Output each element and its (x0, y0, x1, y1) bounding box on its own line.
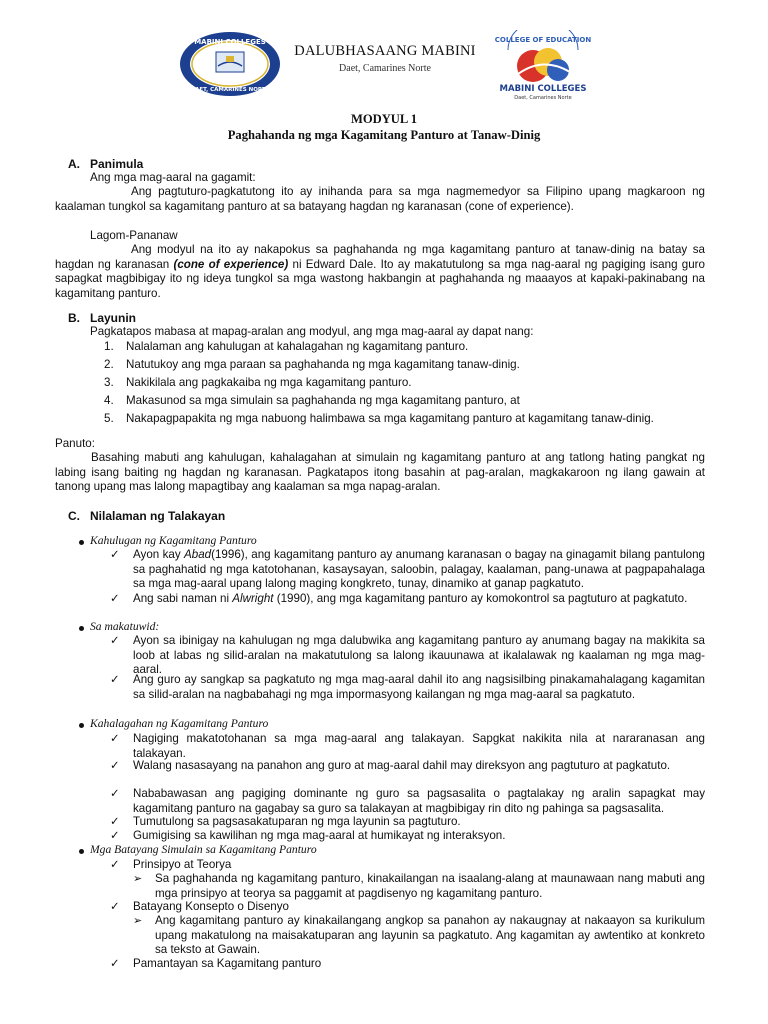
definition-abad: Ayon kay Abad(1996), ang kagamitang panturo ay anumang karanasan o bagay na ginagamit bilang pantulong sa paghahatid ng mga katotohanan, kasaysayan, saloobin, palagay, kaalaman, pang-unawa at pagpapahalaga sa mga mag-aaral upang lalong maging kongkreto, tunay, dinamiko at ganap pagkatuto. (133, 548, 705, 591)
check-icon: ✓ (110, 635, 120, 647)
list-item: Nagiging makatotohanan sa mga mag-aaral ang talakayan. Sapgkat nakikita nila at nararanasan ang talakayan. (133, 732, 705, 760)
bullet-dot (79, 723, 84, 728)
principle-heading: Pamantayan sa Kagamitang panturo (133, 957, 322, 970)
objective-text: Makasunod sa mga simulain sa paghahanda ng mga kagamitang panturo, at (126, 394, 520, 407)
bullet-dot (79, 849, 84, 854)
definition-alwright: Ang sabi naman ni Alwright (1990), ang mga kagamitang panturo ay komokontrol sa pagtuturo at pagkatuto. (133, 592, 688, 605)
objective-number: 1. (104, 340, 114, 353)
overview-label: Lagom-Pananaw (90, 229, 178, 242)
principle-heading: Prinsipyo at Teorya (133, 858, 232, 871)
principle-detail: Sa paghahanda ng kagamitang panturo, kinakailangan na isaalang-alang at maunawaan nang mabuti ang mga prinsipyo at teorya sa paggamit at pagdisenyo ng kagamitang panturo. (155, 872, 705, 900)
objective-number: 5. (104, 412, 114, 425)
mabini-colleges-seal-logo (178, 30, 282, 98)
overview-paragraph: Ang modyul na ito ay nakapokus sa paghahanda ng mga kagamitang panturo at tanaw-dinig na batay sa hagdan ng karanasan (cone of experience) ni Edward Dale. Ito ay makatutulong sa mga nag-aaral ng pagiging isang guro sapagkat magbibigay ito ng ideya tungkol sa mga wastong hakbangin at paghahanda ng maaayos at kapaki-pakinabang na kagamitang panturo. (55, 243, 705, 300)
arrow-bullet-icon: ➢ (133, 873, 143, 885)
check-icon: ✓ (110, 901, 120, 913)
objective-number: 4. (104, 394, 114, 407)
check-icon: ✓ (110, 760, 120, 772)
list-item: Gumigising sa kawilihan ng mga mag-aaral at humikayat ng interaksyon. (133, 829, 506, 842)
svg-text:COLLEGE OF EDUCATION: COLLEGE OF EDUCATION (494, 36, 592, 44)
list-item: Walang nasasayang na panahon ang guro at mag-aaral dahil may direksyon ang pagtuturo at pagkatuto. (133, 759, 671, 772)
section-a-heading: Panimula (90, 157, 144, 171)
check-icon: ✓ (110, 788, 120, 800)
principle-detail: Ang kagamitang panturo ay kinakailangang angkop sa panahon ay nakaugnay at nakaayon sa kurikulum upang makatulong na maisakatuparan ang layunin sa pagkatuto. Ang kagamitan ay awtentiko at konkreto sa teksto at Gawain. (155, 914, 705, 957)
bullet-title: Kahulugan ng Kagamitang Panturo (90, 534, 257, 547)
check-icon: ✓ (110, 859, 120, 871)
principle-heading: Batayang Konsepto o Disenyo (133, 900, 289, 913)
check-icon: ✓ (110, 830, 120, 842)
college-of-education-logo (488, 30, 598, 102)
cone-of-experience-term: (cone of experience) (173, 257, 289, 271)
section-c-heading: Nilalaman ng Talakayan (90, 509, 226, 523)
bullet-title: Sa makatuwid: (90, 620, 160, 633)
list-item: Ayon sa ibinigay na kahulugan ng mga dalubwika ang kagamitang panturo ay anumang bagay na makikita sa loob at labas ng silid-aralan na makatutulong sa lalong ikauunawa at ikalalawak ng kaalaman ng mga mag-aaral. (133, 634, 705, 677)
check-icon: ✓ (110, 549, 120, 561)
objective-text: Nakikilala ang pagkakaiba ng mga kagamitang panturo. (126, 376, 412, 389)
objective-number: 2. (104, 358, 114, 371)
section-a-letter: A. (68, 157, 80, 171)
module-subtitle: Paghahanda ng mga Kagamitang Panturo at Tanaw-Dinig (227, 128, 541, 142)
bullet-dot (79, 540, 84, 545)
svg-text:MABINI COLLEGES: MABINI COLLEGES (194, 38, 266, 46)
objective-text: Nalalaman ang kahulugan at kahalagahan ng kagamitang panturo. (126, 340, 469, 353)
section-b-heading: Layunin (90, 311, 137, 325)
section-b-letter: B. (68, 311, 80, 325)
list-item: Nababawasan ang pagiging dominante ng guro sa pagsasalita o pagtalakay ng aralin sapagkat may kagamitang panturo na gagabay sa guro sa talakayan at magbibigay rin dito ng pahinga sa pagsasalita. (133, 787, 705, 815)
bullet-dot (79, 626, 84, 631)
objective-number: 3. (104, 376, 114, 389)
svg-text:MABINI COLLEGES: MABINI COLLEGES (499, 84, 587, 94)
svg-text:DAET, CAMARINES NORTE: DAET, CAMARINES NORTE (190, 87, 270, 93)
objective-text: Nakapagpapakita ng mga nabuong halimbawa sa mga kagamitang panturo at kagamitang tanaw-dinig. (126, 412, 654, 425)
university-name: DALUBHASAANG MABINI (294, 43, 476, 59)
svg-text:Daet, Camarines Norte: Daet, Camarines Norte (514, 95, 572, 101)
check-icon: ✓ (110, 593, 120, 605)
university-address: Daet, Camarines Norte (339, 63, 431, 74)
panuto-label: Panuto: (55, 437, 95, 450)
panuto-paragraph: Basahing mabuti ang kahulugan, kahalagahan at simulain ng kagamitang panturo at ang tatlong hating pangkat ng labing isang baiting ng hagdan ng karanasan. Pagkatapos itong basahin at pag-aralan, magkakaroon ng ilang gawain at tanong upang mas lalong mapagtibay ang kaalaman sa mga napag-aralan. (55, 451, 705, 494)
intro-paragraph: Ang pagtuturo-pagkatutong ito ay inihanda para sa mga nagmemedyor sa Filipino upang magkaroon ng kaalaman tungkol sa kagamitang panturo at sa batayang hagdan ng karanasan (cone of experience). (55, 185, 705, 213)
bullet-title: Kahalagahan ng Kagamitang Panturo (90, 717, 269, 730)
objective-text: Natutukoy ang mga paraan sa paghahanda ng mga kagamitang tanaw-dinig. (126, 358, 520, 371)
intro-label: Ang mga mag-aaral na gagamit: (90, 171, 256, 184)
check-icon: ✓ (110, 733, 120, 745)
section-c-letter: C. (68, 509, 80, 523)
module-title: MODYUL 1 (350, 112, 418, 126)
check-icon: ✓ (110, 958, 120, 970)
check-icon: ✓ (110, 674, 120, 686)
list-item: Ang guro ay sangkap sa pagkatuto ng mga mag-aaral dahil ito ang nagsisilbing pinakamahalagang kagamitan sa silid-aralan na nagbabahagi ng mga impormasyong kailangan ng mga mag-aaral sa pagkatuto. (133, 673, 705, 701)
bullet-title: Mga Batayang Simulain sa Kagamitang Panturo (90, 843, 317, 856)
objectives-lead: Pagkatapos mabasa at mapag-aralan ang modyul, ang mga mag-aaral ay dapat nang: (90, 325, 534, 338)
list-item: Tumutulong sa pagsasakatuparan ng mga layunin sa pagtuturo. (133, 815, 461, 828)
check-icon: ✓ (110, 816, 120, 828)
arrow-bullet-icon: ➢ (133, 915, 143, 927)
